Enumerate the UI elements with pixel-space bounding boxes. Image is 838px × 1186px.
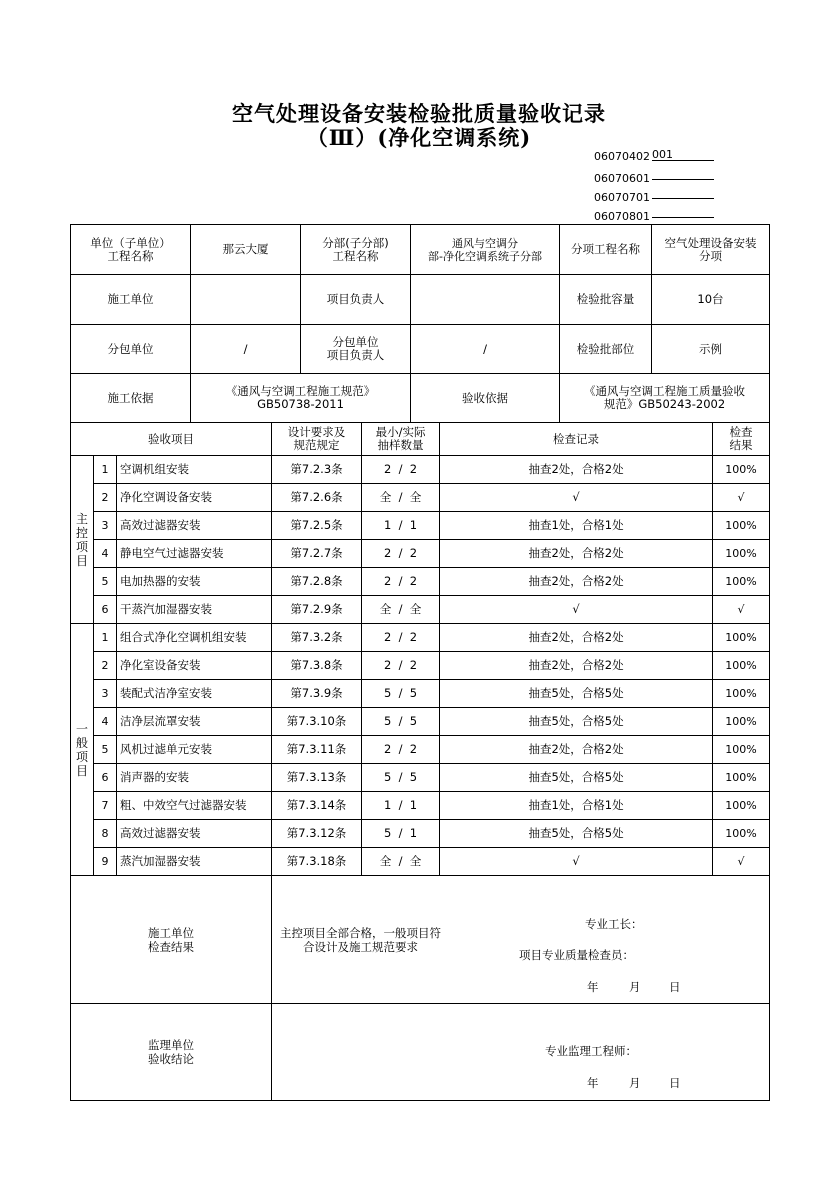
item-clause: 第7.2.3条 [272,456,362,484]
sub-pm-label: 分包单位 项目负责人 [301,325,411,374]
table-row [71,820,770,848]
item-sample[interactable]: 5 / 1 [362,820,440,848]
project-info-table [70,224,770,423]
table-row [71,652,770,680]
table-row [71,764,770,792]
item-record[interactable]: 抽查5处，合格5处 [440,764,713,792]
code-row [594,166,714,185]
code-number: 06070601 [594,172,650,185]
item-sample[interactable]: 2 / 2 [362,652,440,680]
item-sample[interactable]: 2 / 2 [362,540,440,568]
item-result[interactable]: 100% [713,456,770,484]
item-number: 3 [94,512,117,540]
item-number: 7 [94,792,117,820]
construction-check-label: 施工单位 检查结果 [71,876,272,1004]
main-control-group-label: 主 控 项 目 [71,456,94,624]
date-day: 日 [669,1076,681,1090]
construction-check-content[interactable] [272,876,770,1004]
item-name: 空调机组安装 [117,456,272,484]
item-sample[interactable]: 1 / 1 [362,512,440,540]
item-sample[interactable]: 5 / 5 [362,680,440,708]
construction-basis-value[interactable]: 《通风与空调工程施工规范》 GB50738-2011 [191,374,411,423]
table-row [71,708,770,736]
item-result[interactable]: 100% [713,512,770,540]
item-result[interactable]: 100% [713,652,770,680]
item-result[interactable]: 100% [713,568,770,596]
item-record[interactable]: 抽查1处，合格1处 [440,792,713,820]
item-result[interactable]: √ [713,596,770,624]
item-sample[interactable]: 全 / 全 [362,848,440,876]
item-sample[interactable]: 5 / 5 [362,764,440,792]
item-result[interactable]: 100% [713,736,770,764]
item-name: 蒸汽加湿器安装 [117,848,272,876]
item-number: 6 [94,764,117,792]
subcontractor-label: 分包单位 [71,325,191,374]
header-sample: 最小/实际 抽样数量 [362,423,440,456]
item-clause: 第7.3.9条 [272,680,362,708]
item-clause: 第7.3.14条 [272,792,362,820]
item-number: 5 [94,736,117,764]
construction-check-row [71,876,770,1004]
unit-name-label: 单位（子单位） 工程名称 [71,225,191,275]
item-name: 电加热器的安装 [117,568,272,596]
construction-basis-label: 施工依据 [71,374,191,423]
item-record[interactable]: 抽查2处，合格2处 [440,624,713,652]
unit-name-value[interactable]: 那云大厦 [191,225,301,275]
supervision-content[interactable] [272,1004,770,1101]
code-number: 06070402 [594,150,650,163]
date-year: 年 [587,980,599,994]
date-month: 月 [629,1076,641,1090]
item-result[interactable]: 100% [713,820,770,848]
subcontractor-value[interactable]: / [191,325,301,374]
item-number: 6 [94,596,117,624]
code-number: 06070701 [594,191,650,204]
quality-inspector-label: 项目专业质量检查员： [519,948,635,962]
item-clause: 第7.3.11条 [272,736,362,764]
code-row [594,185,714,204]
batch-location-label: 检验批部位 [560,325,652,374]
item-clause: 第7.3.10条 [272,708,362,736]
contractor-value[interactable] [191,275,301,325]
code-suffix-field[interactable] [652,185,714,199]
item-clause: 第7.3.12条 [272,820,362,848]
item-number: 5 [94,568,117,596]
item-name: 净化空调设备安装 [117,484,272,512]
item-result[interactable]: 100% [713,764,770,792]
batch-capacity-label: 检验批容量 [560,275,652,325]
item-sample[interactable]: 2 / 2 [362,736,440,764]
item-sample[interactable]: 5 / 5 [362,708,440,736]
item-clause: 第7.2.8条 [272,568,362,596]
item-record[interactable]: 抽查2处，合格2处 [440,456,713,484]
item-number: 2 [94,484,117,512]
table-row [71,848,770,876]
item-name: 粗、中效空气过滤器安装 [117,792,272,820]
contractor-label: 施工单位 [71,275,191,325]
record-codes [594,147,714,223]
table-row [71,624,770,652]
item-record[interactable]: 抽查1处，合格1处 [440,512,713,540]
item-clause: 第7.2.7条 [272,540,362,568]
item-sample[interactable]: 全 / 全 [362,596,440,624]
construction-conclusion: 主控项目全部合格，一般项目符 合设计及施工规范要求 [280,926,442,954]
header-item: 验收项目 [71,423,272,456]
code-suffix-field[interactable]: 001 [652,147,714,161]
item-name: 净化室设备安装 [117,652,272,680]
item-result[interactable]: √ [713,848,770,876]
item-clause: 第7.3.2条 [272,624,362,652]
item-number: 9 [94,848,117,876]
date-year: 年 [587,1076,599,1090]
item-result[interactable]: 100% [713,708,770,736]
table-row [71,736,770,764]
item-sample[interactable]: 1 / 1 [362,792,440,820]
supervision-row [71,1004,770,1101]
code-number: 06070801 [594,210,650,223]
header-result: 检查 结果 [713,423,770,456]
item-sample[interactable]: 2 / 2 [362,568,440,596]
item-name: 装配式洁净室安装 [117,680,272,708]
date-day: 日 [669,980,681,994]
foreman-label: 专业工长： [585,917,643,931]
item-record[interactable]: 抽查2处，合格2处 [440,652,713,680]
code-row [594,147,714,166]
general-group-label: 一 般 项 目 [71,624,94,876]
item-clause: 第7.2.5条 [272,512,362,540]
item-number: 3 [94,680,117,708]
header-record: 检查记录 [440,423,713,456]
item-record[interactable]: 抽查5处，合格5处 [440,680,713,708]
page-subtitle: （Ⅲ）(净化空调系统) [306,125,532,150]
division-name-value[interactable]: 通风与空调分 部-净化空调系统子分部 [411,225,560,275]
page-title: 空气处理设备安装检验批质量验收记录 [232,101,606,126]
item-clause: 第7.3.8条 [272,652,362,680]
division-name-label: 分部(子分部) 工程名称 [301,225,411,275]
item-name: 风机过滤单元安装 [117,736,272,764]
item-sample[interactable]: 2 / 2 [362,456,440,484]
sub-pm-value[interactable]: / [411,325,560,374]
item-record[interactable]: √ [440,596,713,624]
item-clause: 第7.3.18条 [272,848,362,876]
item-record[interactable]: 抽查2处，合格2处 [440,736,713,764]
item-record[interactable]: √ [440,484,713,512]
item-number: 1 [94,456,117,484]
date-month: 月 [629,980,641,994]
code-suffix-field[interactable] [652,204,714,218]
supervision-label: 监理单位 验收结论 [71,1004,272,1101]
item-result[interactable]: 100% [713,680,770,708]
table-row [71,484,770,512]
item-number: 4 [94,540,117,568]
item-clause: 第7.2.9条 [272,596,362,624]
table-row [71,596,770,624]
item-result[interactable]: 100% [713,540,770,568]
item-result[interactable]: 100% [713,792,770,820]
project-manager-value[interactable] [411,275,560,325]
item-clause: 第7.3.13条 [272,764,362,792]
item-record[interactable]: 抽查5处，合格5处 [440,708,713,736]
subitem-name-label: 分项工程名称 [560,225,652,275]
item-record[interactable]: 抽查2处，合格2处 [440,568,713,596]
item-name: 高效过滤器安装 [117,512,272,540]
table-row [71,680,770,708]
table-row [71,540,770,568]
item-number: 8 [94,820,117,848]
item-name: 干蒸汽加湿器安装 [117,596,272,624]
acceptance-basis-label: 验收依据 [411,374,560,423]
table-row [71,456,770,484]
item-name: 洁净层流罩安装 [117,708,272,736]
code-row [594,204,714,223]
item-result[interactable]: 100% [713,624,770,652]
acceptance-basis-value[interactable]: 《通风与空调工程施工质量验收 规范》GB50243-2002 [560,374,770,423]
table-row [71,792,770,820]
inspection-items-table [70,422,770,1101]
batch-capacity-value[interactable]: 10台 [652,275,770,325]
item-name: 高效过滤器安装 [117,820,272,848]
items-header-row [71,423,770,456]
code-suffix-field[interactable] [652,166,714,180]
project-manager-label: 项目负责人 [301,275,411,325]
item-name: 消声器的安装 [117,764,272,792]
table-row [71,568,770,596]
subitem-name-value[interactable]: 空气处理设备安装 分项 [652,225,770,275]
item-sample[interactable]: 2 / 2 [362,624,440,652]
item-name: 组合式净化空调机组安装 [117,624,272,652]
item-record[interactable]: 抽查5处，合格5处 [440,820,713,848]
item-number: 1 [94,624,117,652]
item-number: 2 [94,652,117,680]
item-result[interactable]: √ [713,484,770,512]
item-name: 静电空气过滤器安装 [117,540,272,568]
batch-location-value[interactable]: 示例 [652,325,770,374]
supervision-engineer-label: 专业监理工程师： [545,1044,638,1058]
item-clause: 第7.2.6条 [272,484,362,512]
item-record[interactable]: 抽查2处，合格2处 [440,540,713,568]
item-number: 4 [94,708,117,736]
header-requirement: 设计要求及 规范规定 [272,423,362,456]
item-sample[interactable]: 全 / 全 [362,484,440,512]
item-record[interactable]: √ [440,848,713,876]
table-row [71,512,770,540]
